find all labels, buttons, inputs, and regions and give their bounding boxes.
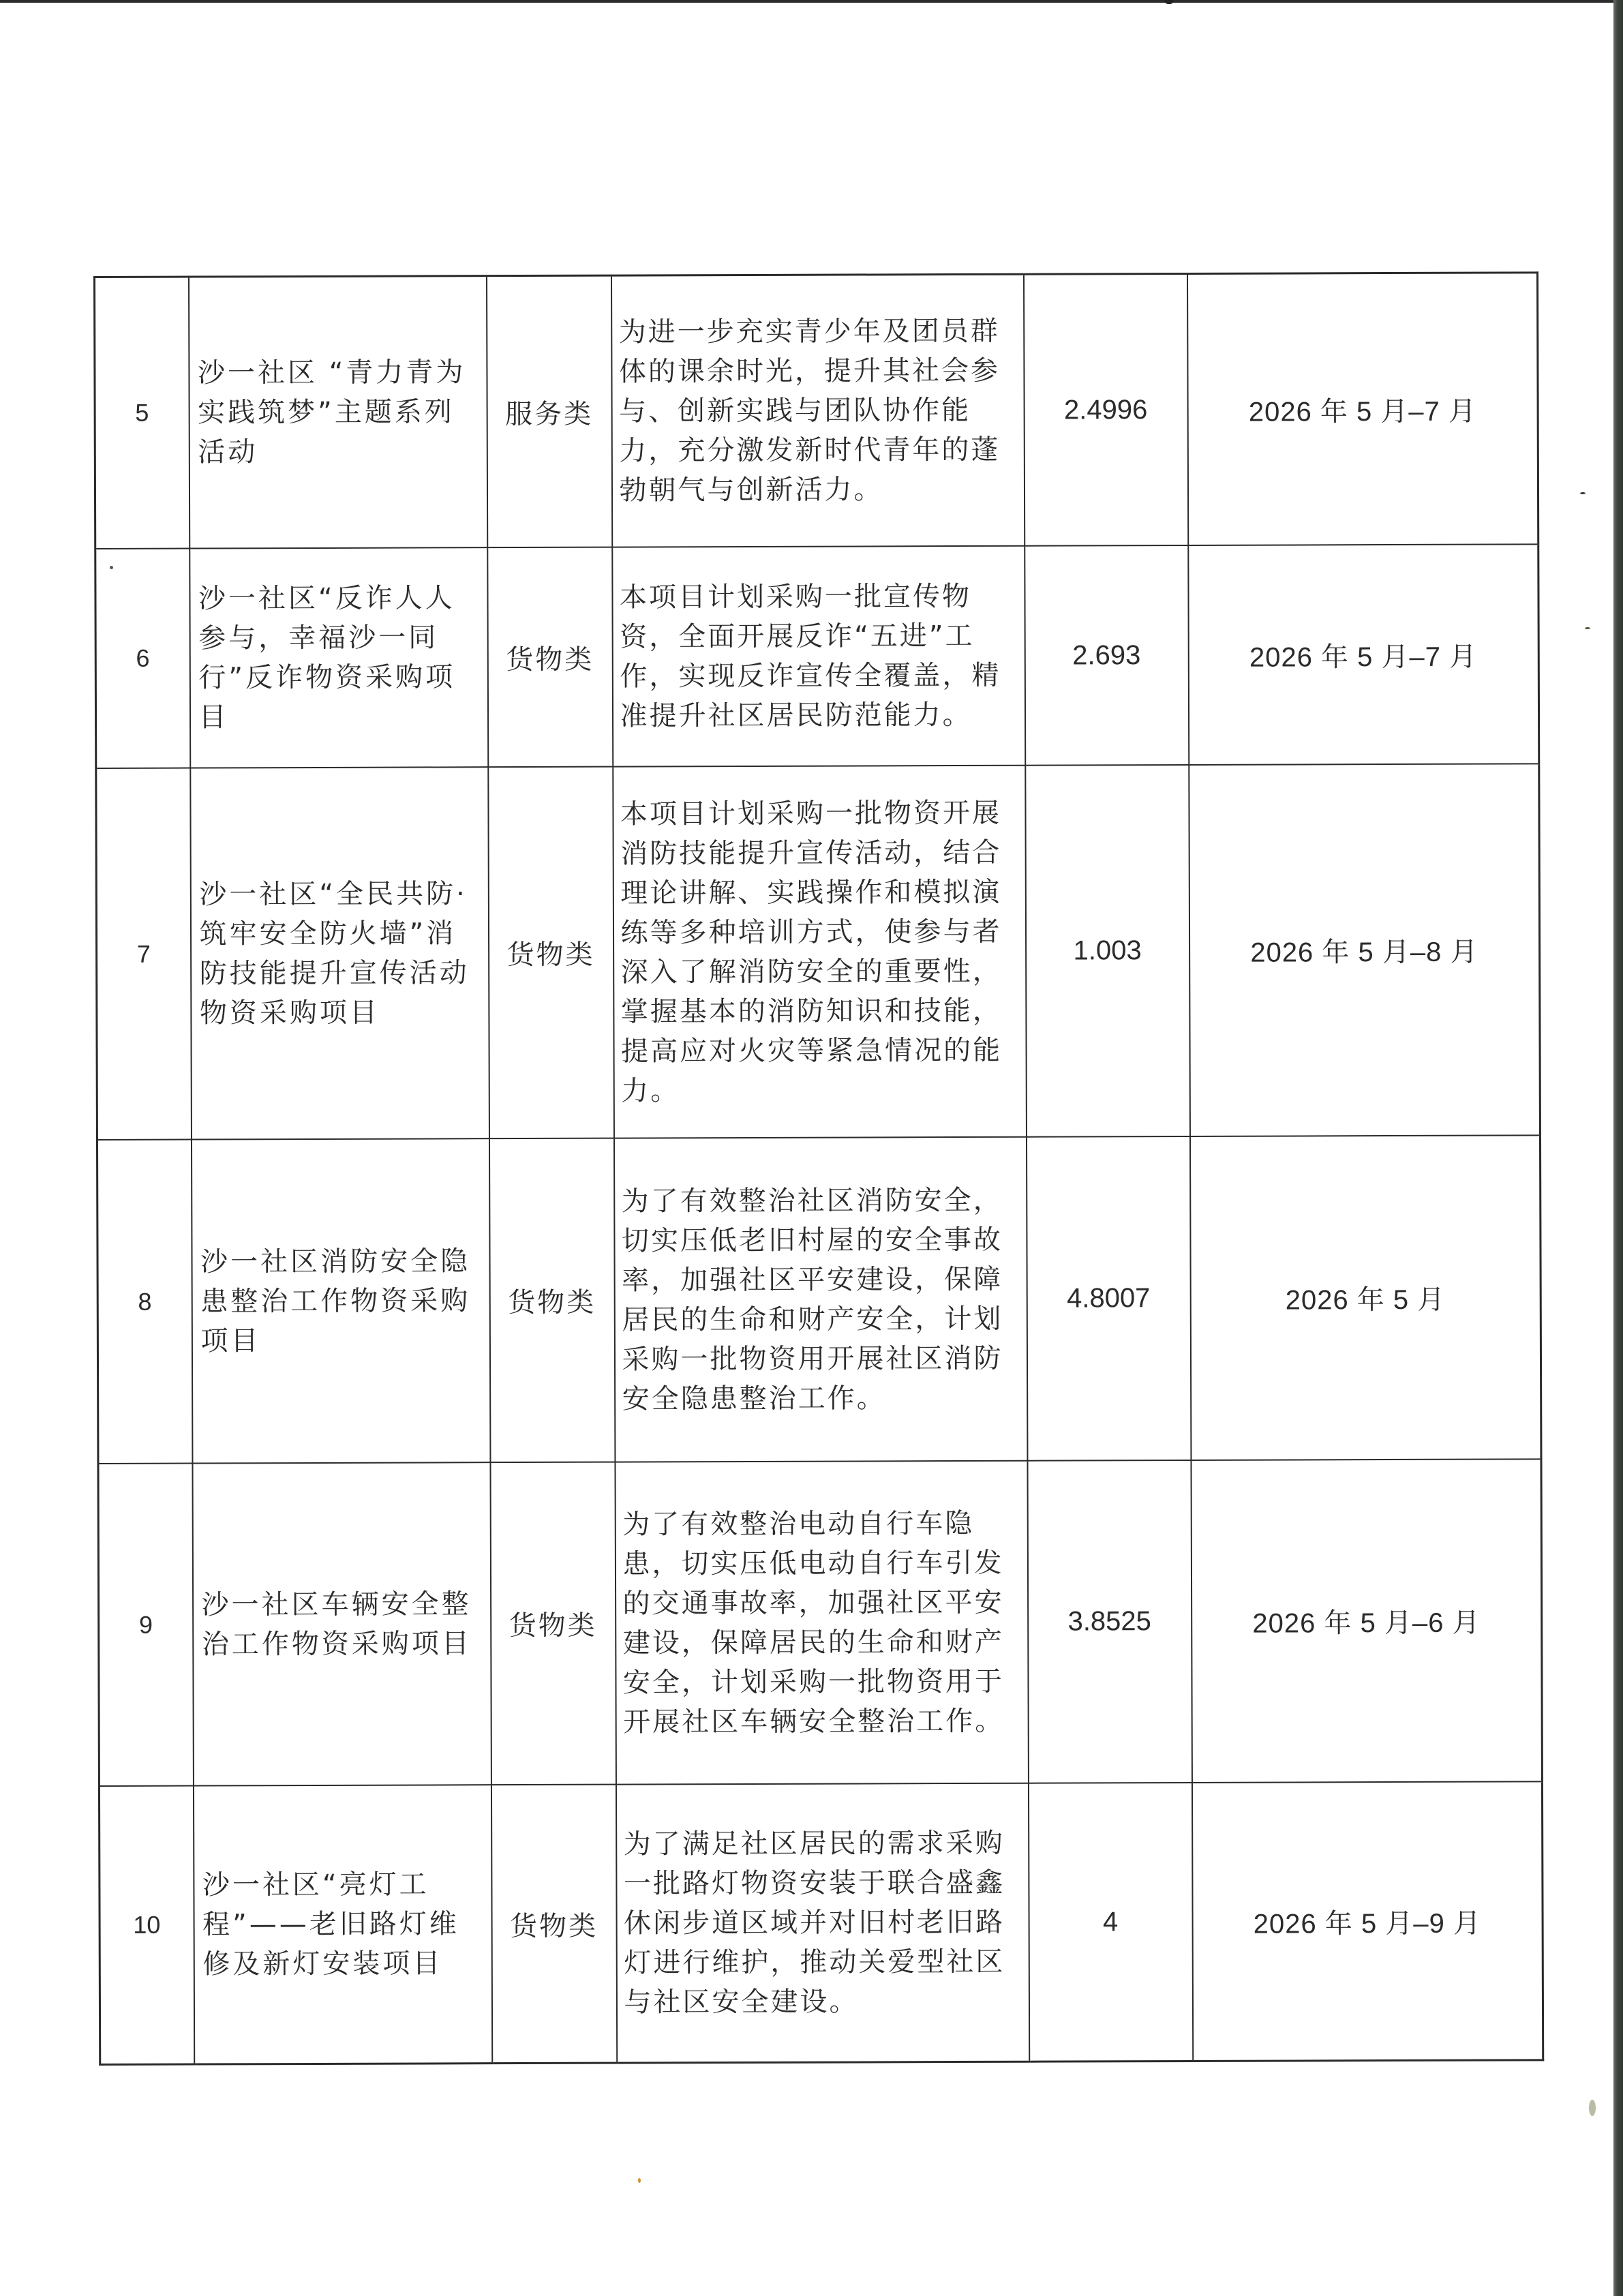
project-description: 为进一步充实青少年及团员群体的课余时光，提升其社会参与、创新实践与团队协作能力，充分激发新时代青年的蓬勃朝气与创新活力。 xyxy=(611,274,1025,547)
table-row xyxy=(99,1781,1543,2064)
scan-speck xyxy=(1585,627,1590,629)
project-description: 为了有效整治电动自行车隐患，切实压低电动自行车引发的交通事故率，加强社区平安建设，保障居民的生命和财产安全，计划采购一批物资用于开展社区车辆安全整治工作。 xyxy=(615,1461,1028,1785)
table-row xyxy=(95,273,1538,549)
table-row xyxy=(98,1459,1542,1786)
project-period: 2026 年 5 月–8 月 xyxy=(1189,764,1541,1136)
project-name: 沙一社区 “青力青为实践筑梦”主题系列活动 xyxy=(189,276,487,549)
project-type: 货物类 xyxy=(490,1462,616,1785)
project-name: 沙一社区“反诈人人参与，幸福沙一同行”反诈物资采购项目 xyxy=(189,547,488,768)
project-period: 2026 年 5 月 xyxy=(1189,1135,1541,1460)
project-type: 货物类 xyxy=(491,1785,616,2064)
scan-speck xyxy=(1580,492,1586,494)
project-amount: 4 xyxy=(1028,1783,1192,2061)
project-amount: 4.8007 xyxy=(1026,1136,1190,1461)
project-type: 货物类 xyxy=(488,767,614,1139)
project-amount: 2.693 xyxy=(1025,545,1189,766)
row-number: 6 xyxy=(95,549,190,768)
project-name: 沙一社区消防安全隐患整治工作物资采购项目 xyxy=(191,1138,489,1463)
scan-artifact xyxy=(1164,0,1174,4)
project-description: 本项目计划采购一批物资开展消防技能提升宣传活动，结合理论讲解、实践操作和模拟演练等多种培训方式，使参与者深入了解消防安全的重要性，掌握基本的消防知识和技能，提高应对火灾等紧急情况的能力。 xyxy=(613,766,1027,1138)
scan-speck xyxy=(638,2178,641,2183)
table-row xyxy=(97,1135,1541,1464)
row-number: 5 xyxy=(95,277,189,549)
project-description: 为了有效整治社区消防安全，切实压低老旧村屋的安全事故率，加强社区平安建设，保障居民的生命和财产安全，计划采购一批物资用开展社区消防安全隐患整治工作。 xyxy=(613,1137,1027,1462)
project-description: 为了满足社区居民的需求采购一批路灯物资安装于联合盛鑫休闲步道区域并对旧村老旧路灯进行维护，推动关爱型社区与社区安全建设。 xyxy=(616,1783,1029,2063)
table-row xyxy=(96,764,1541,1140)
row-number: 7 xyxy=(96,768,192,1140)
project-type: 货物类 xyxy=(487,547,613,768)
scan-top-edge xyxy=(0,0,1623,3)
project-period: 2026 年 5 月–7 月 xyxy=(1188,544,1539,765)
project-type: 货物类 xyxy=(489,1138,614,1463)
scan-speck xyxy=(1589,2100,1596,2116)
project-table xyxy=(93,271,1544,2066)
project-period: 2026 年 5 月–6 月 xyxy=(1191,1459,1542,1783)
project-type: 服务类 xyxy=(487,275,612,547)
project-period: 2026 年 5 月–9 月 xyxy=(1192,1781,1543,2061)
project-amount: 3.8525 xyxy=(1027,1460,1192,1783)
scan-right-edge xyxy=(1613,0,1623,2296)
project-table-container xyxy=(93,271,1542,2066)
row-number: 8 xyxy=(97,1140,192,1464)
project-description: 本项目计划采购一批宣传物资，全面开展反诈“五进”工作，实现反诈宣传全覆盖，精准提升社区居民防范能力。 xyxy=(612,546,1025,767)
row-number: 10 xyxy=(99,1786,194,2065)
project-amount: 1.003 xyxy=(1025,765,1190,1137)
table-row xyxy=(95,544,1539,768)
project-name: 沙一社区“亮灯工程”——老旧路灯维修及新灯安装项目 xyxy=(193,1785,491,2064)
row-number: 9 xyxy=(98,1464,193,1786)
project-period: 2026 年 5 月–7 月 xyxy=(1187,273,1538,545)
project-name: 沙一社区车辆安全整治工作物资采购项目 xyxy=(192,1462,491,1785)
project-name: 沙一社区“全民共防·筑牢安全防火墙”消防技能提升宣传活动物资采购项目 xyxy=(190,767,489,1139)
project-amount: 2.4996 xyxy=(1023,273,1187,545)
